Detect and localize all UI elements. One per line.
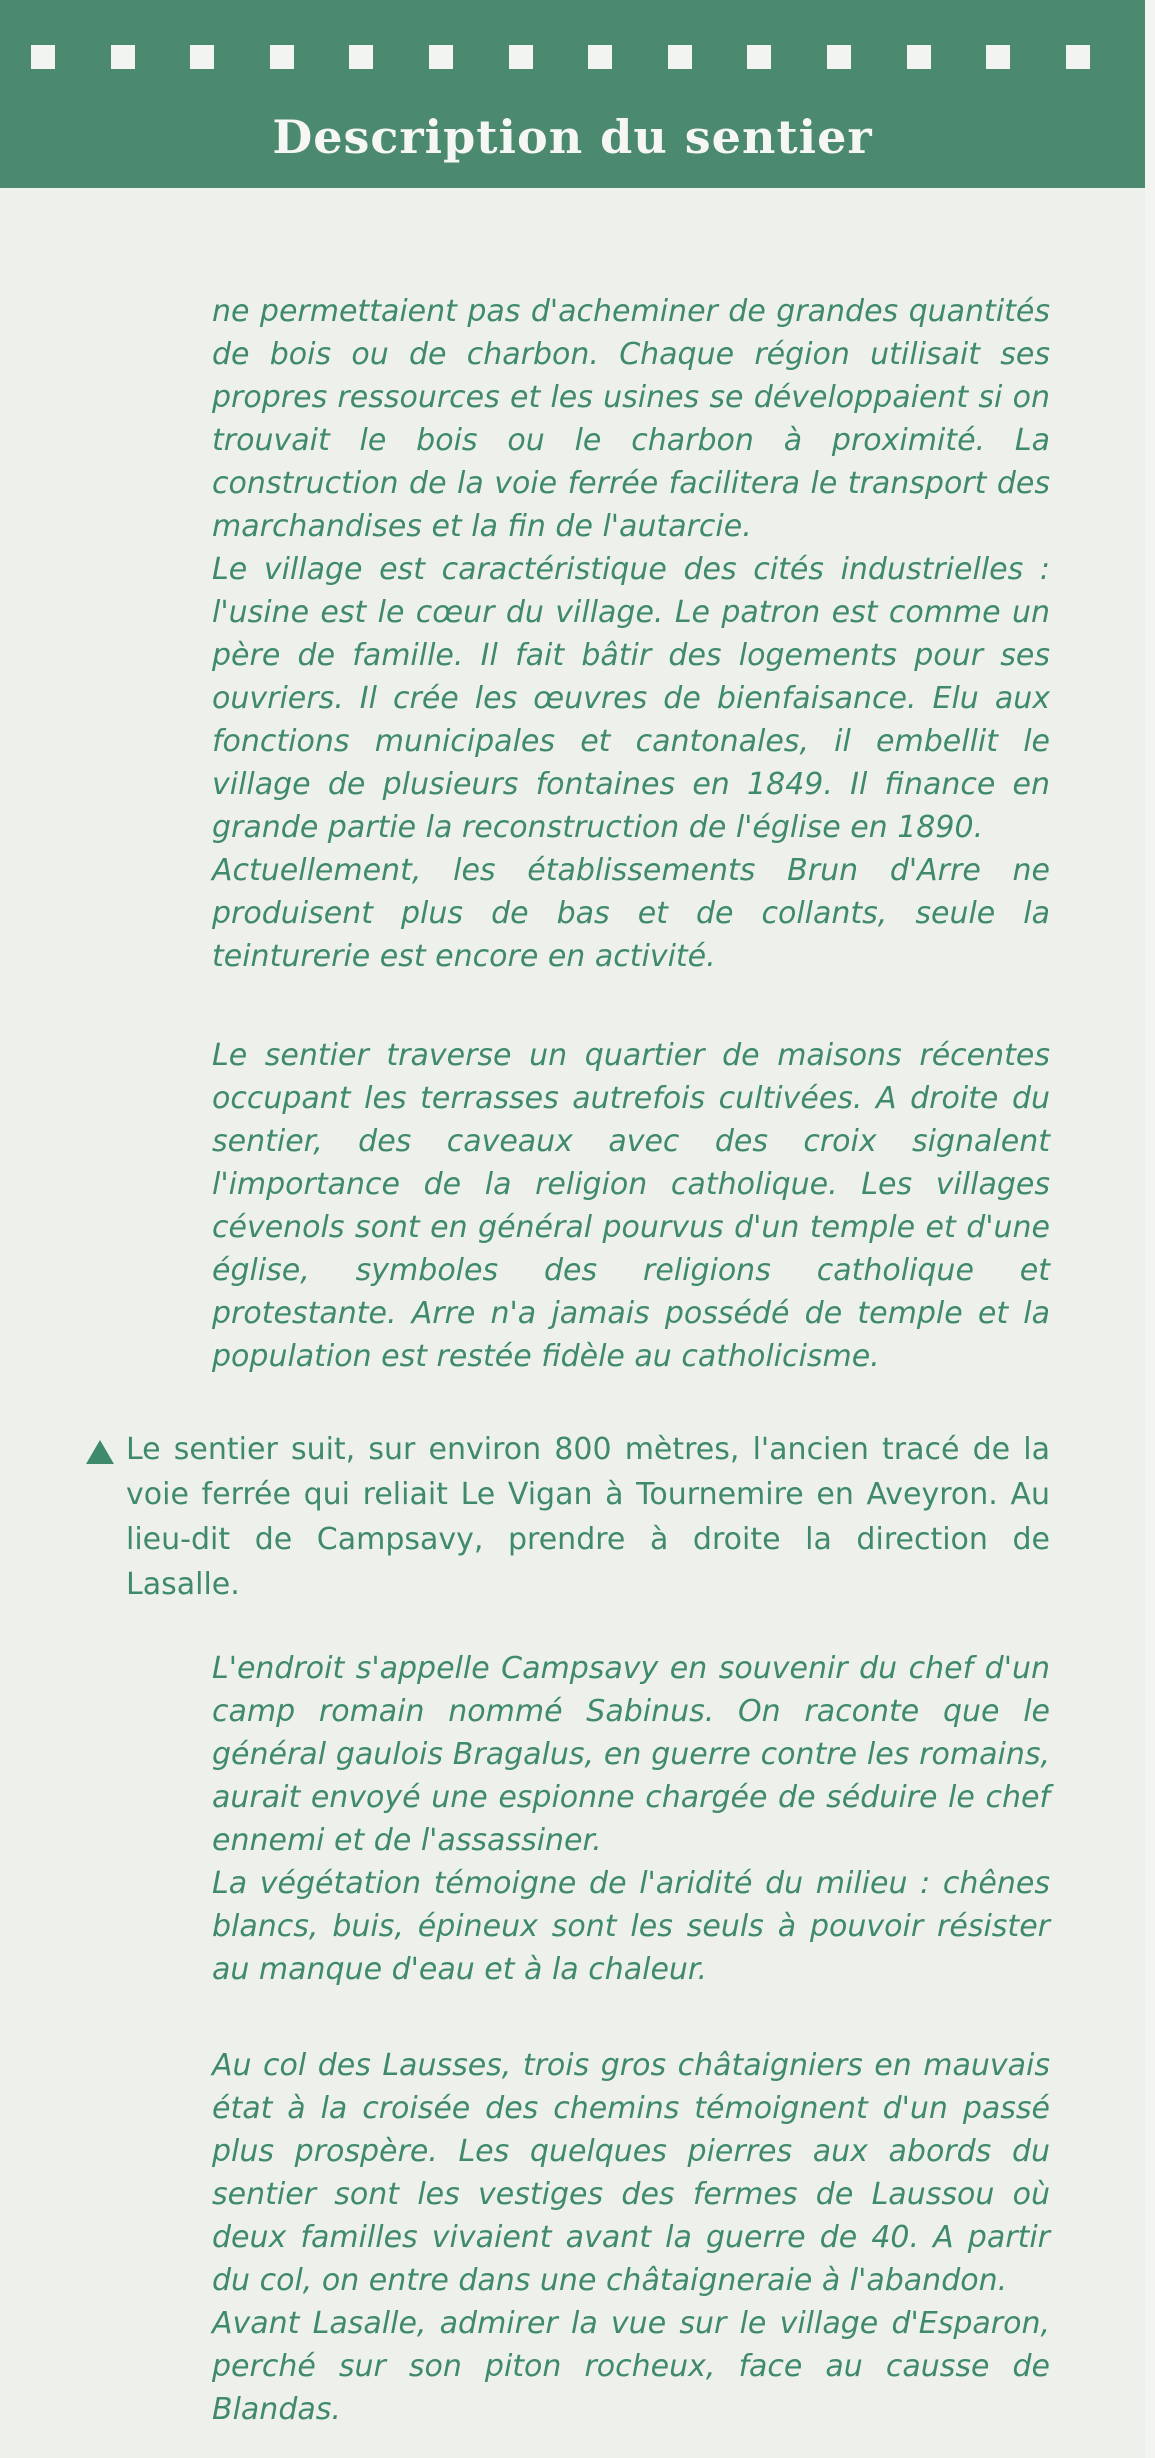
paragraph: Actuellement, les établissements Brun d'Arre ne produisent plus de bas et de collants, seule la teinturerie est encore en activité. [212, 853, 1050, 974]
paragraph: Le sentier traverse un quartier de maisons récentes occupant les terrasses autrefois cultivées. A droite du sentier, des caveaux avec des croix signalent l'importance de la religion catholique. Les villages cévenols sont en général pourvus d'un temple et d'une église, symboles des religions catholique et protestante. Arre n'a jamais possédé de temple et la population est restée fidèle au catholicisme. [212, 1038, 1050, 1374]
header-band [0, 0, 1145, 188]
decorative-square [190, 45, 214, 69]
paragraph: ne permettaient pas d'acheminer de grandes quantités de bois ou de charbon. Chaque région utilisait ses propres ressources et les usines se développaient si on trouvait le bois ou le charbon à proximité. La construction de la voie ferrée facilitera le transport des marchandises et la fin de l'autarcie. [212, 294, 1050, 544]
trail-direction-text: Le sentier suit, sur environ 800 mètres, l'ancien tracé de la voie ferrée qui reliait Le Vigan à Tournemire en Aveyron. Au lieu-dit de Campsavy, prendre à droite la direction de Lasalle. [126, 1432, 1050, 1602]
text-section-campsavy [212, 1647, 1050, 1991]
text-section-industry [212, 290, 1050, 978]
decorative-squares-row [31, 45, 1121, 69]
decorative-square [429, 45, 453, 69]
paragraph: L'endroit s'appelle Campsavy en souvenir du chef d'un camp romain nommé Sabinus. On raconte que le général gaulois Bragalus, en guerre contre les romains, aurait envoyé une espionne chargée de séduire le chef ennemi et de l'assassiner. [212, 1651, 1050, 1858]
paragraph: Avant Lasalle, admirer la vue sur le village d'Esparon, perché sur son piton rocheux, face au causse de Blandas. [212, 2306, 1050, 2427]
triangle-marker-icon [86, 1440, 114, 1464]
decorative-square [1066, 45, 1090, 69]
decorative-square [907, 45, 931, 69]
decorative-square [509, 45, 533, 69]
paragraph: Au col des Lausses, trois gros châtaigniers en mauvais état à la croisée des chemins témoignent d'un passé plus prospère. Les quelques pierres aux abords du sentier sont les vestiges des fermes de Laussou où deux familles vivaient avant la guerre de 40. A partir du col, on entre dans une châtaigneraie à l'abandon. [212, 2048, 1050, 2298]
page-title: Description du sentier [272, 110, 873, 164]
decorative-square [349, 45, 373, 69]
decorative-square [588, 45, 612, 69]
decorative-square [827, 45, 851, 69]
decorative-square [747, 45, 771, 69]
text-section-religion [212, 1034, 1050, 1378]
paragraph: Le village est caractéristique des cités industrielles : l'usine est le cœur du village. Le patron est comme un père de famille. Il fait bâtir des logements pour ses ouvriers. Il crée les œuvres de bienfaisance. Elu aux fonctions municipales et cantonales, il embellit le village de plusieurs fontaines en 1849. Il finance en grande partie la reconstruction de l'église en 1890. [212, 552, 1050, 845]
decorative-square [270, 45, 294, 69]
decorative-square [111, 45, 135, 69]
page-edge [1145, 0, 1155, 2458]
paragraph: La végétation témoigne de l'aridité du milieu : chênes blancs, buis, épineux sont les seuls à pouvoir résister au manque d'eau et à la chaleur. [212, 1866, 1050, 1987]
decorative-square [986, 45, 1010, 69]
decorative-square [31, 45, 55, 69]
decorative-square [668, 45, 692, 69]
text-section-col-des-lausses [212, 2044, 1050, 2431]
